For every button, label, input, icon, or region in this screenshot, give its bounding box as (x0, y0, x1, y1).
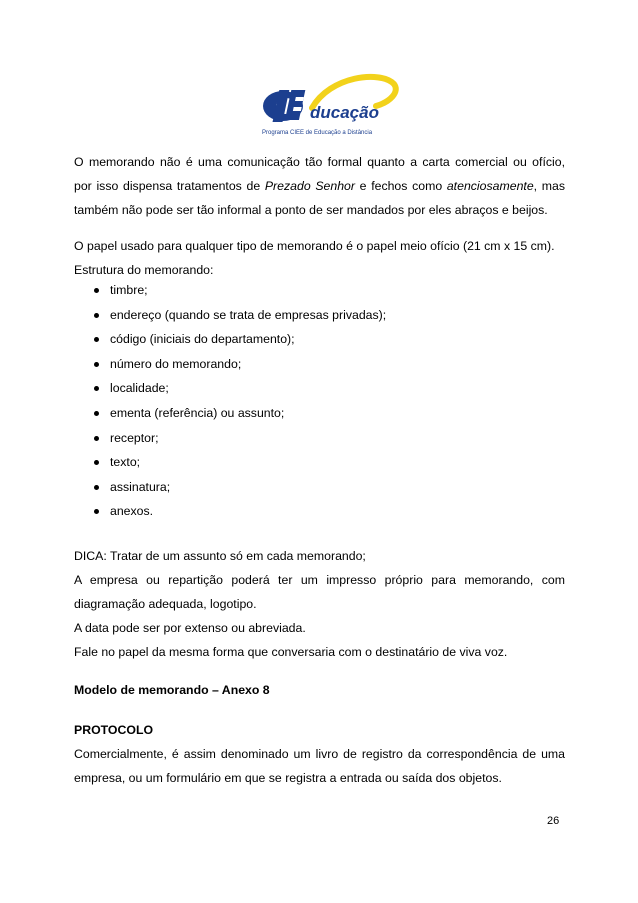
ciee-logo (250, 68, 400, 138)
list-item-text: ementa (referência) ou assunto; (110, 405, 285, 420)
text-line: Estrutura do memorando: (74, 263, 214, 277)
list-item-text: número do memorando; (110, 356, 242, 371)
list-item-text: anexos. (110, 504, 154, 519)
text-run: e fechos como (355, 179, 447, 193)
list-item (74, 475, 565, 500)
bullet-icon (94, 460, 99, 465)
text-line: DICA: Tratar de um assunto só em cada memorando; (74, 549, 366, 563)
text-run: por isso dispensa tratamentos de (74, 179, 265, 193)
heading-text: Modelo de memorando – Anexo 8 (74, 683, 270, 697)
bullet-icon (94, 411, 99, 416)
list-item (74, 426, 565, 451)
text-line: Fale no papel da mesma forma que conversaria com o destinatário de viva voz. (74, 645, 508, 659)
paragraph-memorando-intro (74, 150, 565, 222)
list-item (74, 303, 565, 328)
bullet-icon (94, 386, 99, 391)
bullet-icon (94, 362, 99, 367)
paragraph-papel (74, 234, 565, 282)
list-item-text: endereço (quando se trata de empresas privadas); (110, 307, 387, 322)
bullet-icon (94, 485, 99, 490)
emphasis-text: Prezado Senhor (264, 179, 355, 193)
text-line: A data pode ser por extenso ou abreviada. (74, 621, 306, 635)
bullet-icon (94, 509, 99, 514)
list-item (74, 450, 565, 475)
list-item (74, 499, 565, 524)
structure-list (74, 278, 565, 524)
text-line: empresa, ou um formulário em que se registra a entrada ou saída dos objetos. (74, 771, 502, 785)
text-line: O papel usado para qualquer tipo de memorando é o papel meio ofício (21 cm x 15 cm). (74, 239, 555, 253)
list-item-text: texto; (110, 455, 141, 470)
text-line (74, 174, 565, 198)
emphasis-text: atenciosamente (446, 179, 534, 193)
bullet-icon (94, 337, 99, 342)
section-protocolo (74, 718, 565, 790)
list-item (74, 327, 565, 352)
text-line: também não pode ser tão informal a ponto de ser mandados por eles abraços e beijos. (74, 203, 548, 217)
section-heading-protocolo: PROTOCOLO (74, 723, 154, 737)
text-line: A empresa ou repartição poderá ter um impresso próprio para memorando, com (74, 573, 565, 587)
bullet-icon (94, 313, 99, 318)
page-number: 26 (547, 815, 560, 827)
list-item (74, 401, 565, 426)
list-item (74, 352, 565, 377)
svg-text:ducação: ducação (310, 103, 379, 122)
logo-caption: Programa CIEE de Educação a Distância (262, 130, 373, 136)
list-item-text: timbre; (110, 283, 148, 297)
section-heading-modelo (74, 678, 565, 702)
text-line: diagramação adequada, logotipo. (74, 597, 257, 611)
list-item (74, 376, 565, 401)
bullet-icon (94, 288, 99, 293)
list-item-text: código (iniciais do departamento); (110, 332, 295, 347)
list-item (74, 278, 565, 303)
text-run: , mas (533, 179, 565, 193)
paragraph-dica (74, 544, 565, 664)
text-line: Comercialmente, é assim denominado um livro de registro da correspondência de uma (74, 747, 565, 761)
list-item-text: assinatura; (110, 479, 171, 494)
text-line: O memorando não é uma comunicação tão formal quanto a carta comercial ou ofício, (74, 155, 565, 169)
bullet-icon (94, 436, 99, 441)
list-item-text: receptor; (110, 430, 159, 445)
list-item-text: localidade; (110, 381, 169, 396)
